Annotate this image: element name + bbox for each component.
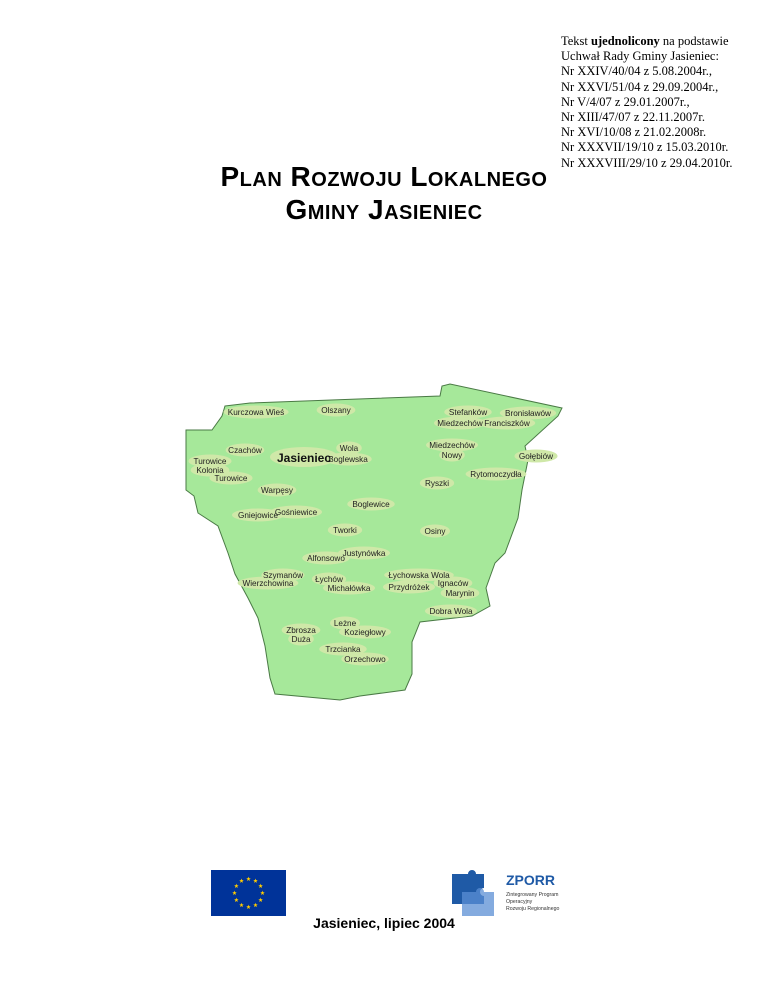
village-label: Czachów xyxy=(228,446,262,455)
village-label: Osiny xyxy=(424,527,446,536)
village-label: Łychów xyxy=(315,575,343,584)
village-label: Przydróżek xyxy=(388,583,430,592)
title-line-1: Plan Rozwoju Lokalnego xyxy=(220,161,548,192)
village-label: Tworki xyxy=(333,526,357,535)
village-label: Marynin xyxy=(445,589,475,598)
svg-text:Operacyjny: Operacyjny xyxy=(506,899,533,905)
commune-boundary xyxy=(186,384,562,700)
note-line: Nr XVI/10/08 z 21.02.2008r. xyxy=(561,125,707,140)
zporr-wordmark: ZPORR xyxy=(506,872,555,888)
note-first-line: Tekst ujednolicony na podstawie xyxy=(561,34,729,48)
village-label: Bronisławów xyxy=(505,409,551,418)
main-town-label: Jasieniec xyxy=(276,451,332,465)
village-label: Orzechowo xyxy=(344,655,386,664)
village-label: Kurczowa Wieś xyxy=(227,408,285,417)
village-label: Wola xyxy=(339,444,359,453)
amendment-note xyxy=(561,34,733,171)
note-line: Nr XXXVII/19/10 z 15.03.2010r. xyxy=(561,140,729,155)
note-line: Nr XIII/47/07 z 22.11.2007r. xyxy=(561,110,705,125)
village-label: Stefanków xyxy=(448,408,488,417)
village-label: Szymanów xyxy=(262,571,304,580)
zporr-logo xyxy=(450,868,580,920)
village-label: Zbrosza xyxy=(286,626,316,635)
village-label: Trzcianka xyxy=(325,645,361,654)
village-label: Gniejowice xyxy=(237,511,279,520)
title-line-2: Gminy Jasieniec xyxy=(285,194,483,225)
village-label: Ryszki xyxy=(424,479,450,488)
village-label: Duża xyxy=(291,635,311,644)
village-label: Ignaców xyxy=(437,579,469,588)
village-label: Turowice xyxy=(193,457,227,466)
village-label: Olszany xyxy=(321,406,351,415)
village-label: Boglewice xyxy=(352,500,390,509)
village-label: Boglewska xyxy=(328,455,368,464)
village-label: Michałówka xyxy=(327,584,371,593)
village-label: Dobra Wola xyxy=(429,607,473,616)
puzzle-icon xyxy=(452,870,494,916)
note-line: Nr XXXVIII/29/10 z 29.04.2010r. xyxy=(561,155,733,170)
village-label: Łychowska Wola xyxy=(388,571,450,580)
village-label: Kolonia xyxy=(196,466,224,475)
village-label: Rytomoczydła xyxy=(470,470,522,479)
commune-map xyxy=(150,378,570,708)
village-label: Justynówka xyxy=(342,549,386,558)
village-label: Warpęsy xyxy=(261,486,293,495)
village-label: Leżne xyxy=(333,619,357,628)
svg-text:Rozwoju Regionalnego: Rozwoju Regionalnego xyxy=(506,906,560,912)
village-label: Koziegłowy xyxy=(344,628,386,637)
note-line: Nr XXIV/40/04 z 5.08.2004r., xyxy=(561,64,713,79)
note-line: Nr V/4/07 z 29.01.2007r., xyxy=(561,94,690,109)
note-bold-word: ujednolicony xyxy=(591,34,660,48)
village-label: Gołębiów xyxy=(518,452,554,461)
village-label: Gośniewice xyxy=(274,508,318,517)
footer-place-date: Jasieniec, lipiec 2004 xyxy=(313,915,455,931)
village-label: Wierzchowina xyxy=(242,579,294,588)
eu-flag-logo xyxy=(211,870,286,916)
village-label: Franciszków xyxy=(484,419,530,428)
village-label: Alfonsowo xyxy=(307,554,345,563)
village-label: Miedzechów xyxy=(437,419,483,428)
svg-text:Zintegrowany Program: Zintegrowany Program xyxy=(506,892,559,898)
village-label: Nowy xyxy=(441,451,463,460)
village-label: Turowice xyxy=(214,474,248,483)
village-label: Miedzechów xyxy=(429,441,475,450)
note-line: Nr XXVI/51/04 z 29.09.2004r., xyxy=(561,79,719,94)
document-title xyxy=(0,160,768,226)
note-line: Uchwał Rady Gminy Jasieniec: xyxy=(561,49,719,64)
